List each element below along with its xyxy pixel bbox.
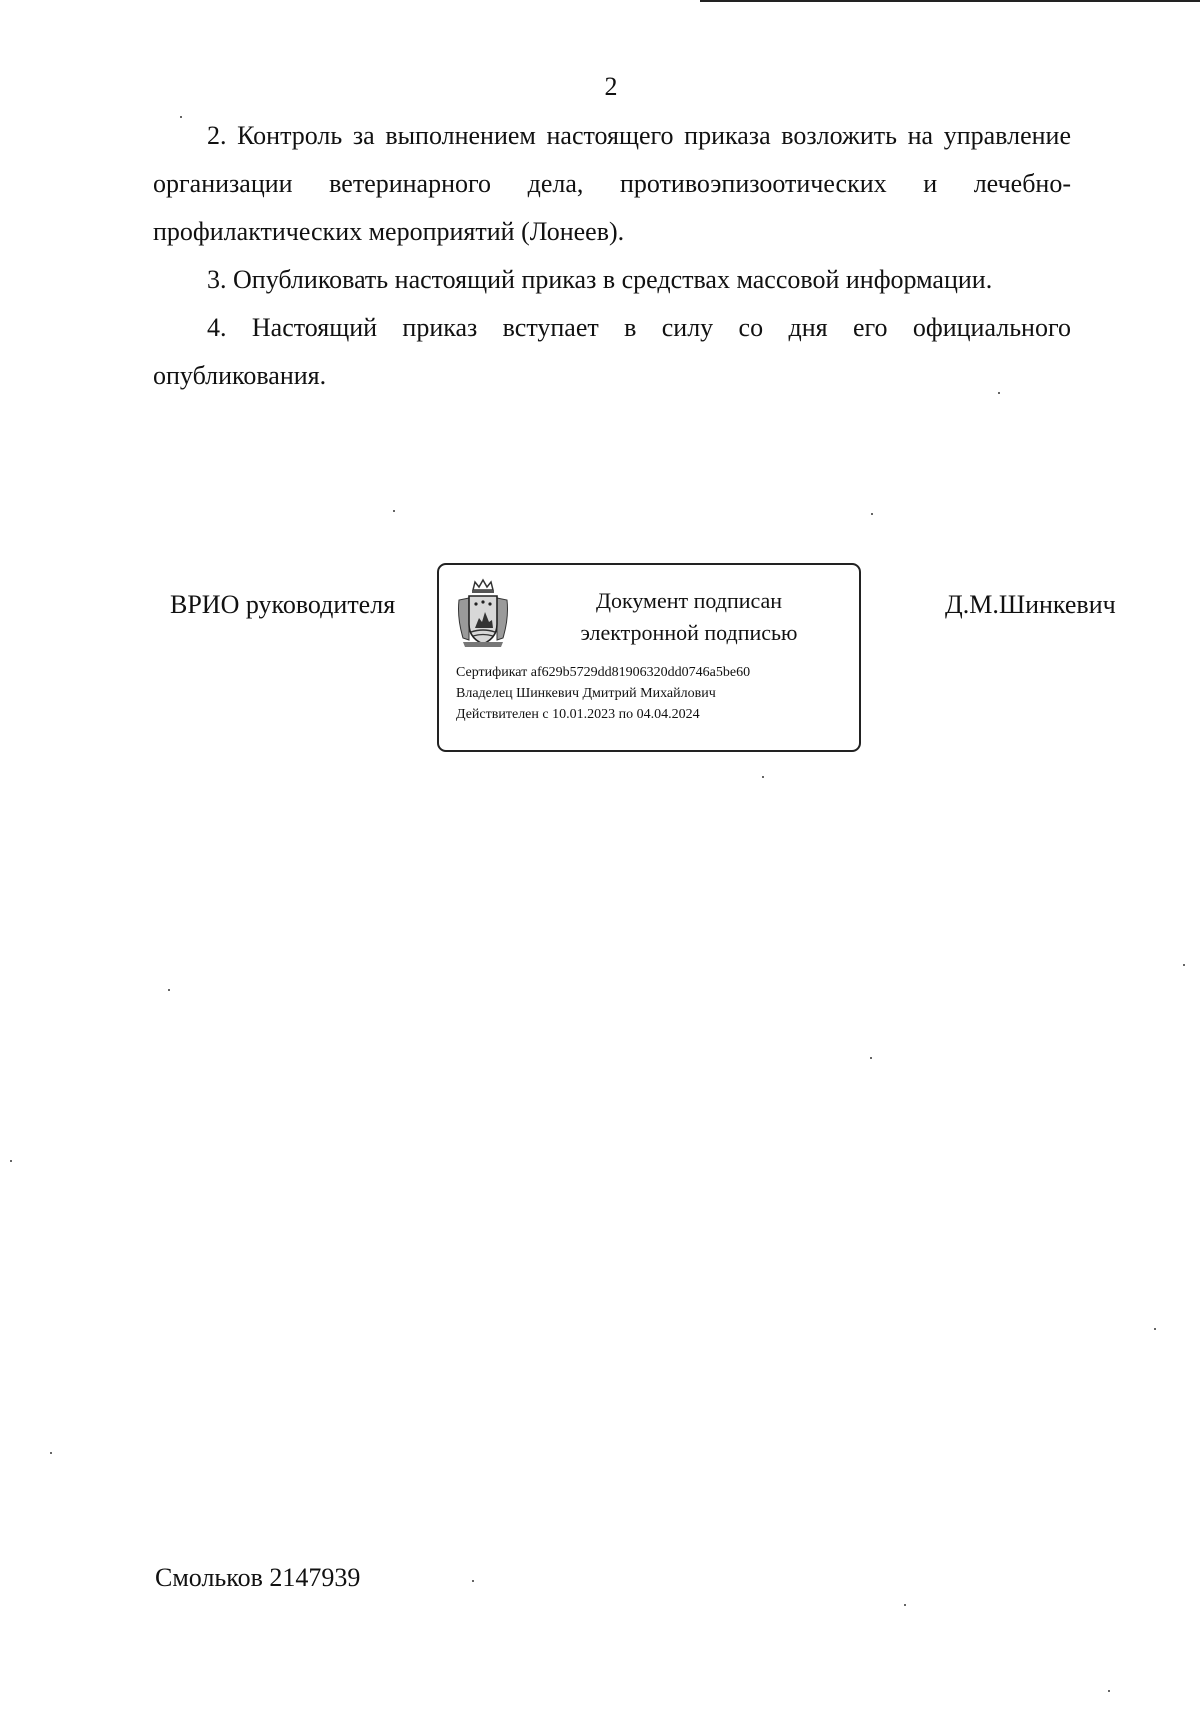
signer-position: ВРИО руководителя — [170, 590, 396, 619]
stamp-owner: Владелец Шинкевич Дмитрий Михайлович — [456, 686, 716, 701]
stamp-validity: Действителен с 10.01.2023 по 04.04.2024 — [456, 707, 700, 722]
scan-speck — [10, 1160, 12, 1162]
scan-speck — [762, 776, 764, 778]
stamp-title-line1: Документ подписан — [595, 588, 783, 613]
stamp-certificate: Сертификат af629b5729dd81906320dd0746a5be60 — [456, 665, 751, 680]
scan-speck — [168, 989, 170, 991]
stamp-title — [539, 585, 839, 649]
paragraph-publish: 3. Опубликовать настоящий приказ в средствах массовой информации. — [207, 265, 993, 294]
scan-speck — [180, 116, 182, 118]
electronic-signature-stamp — [437, 563, 861, 752]
scan-speck — [870, 1057, 872, 1059]
scan-speck — [998, 392, 1000, 394]
page-number: 2 — [604, 72, 618, 101]
scan-speck — [871, 513, 873, 515]
scan-speck — [50, 1452, 52, 1454]
coat-of-arms-icon — [455, 578, 511, 648]
paragraph-control: 2. Контроль за выполнением настоящего приказа возложить на управление организации ветеринарного дела, противоэпизоотических и лечебно-профилактических мероприятий (Лонеев). — [153, 121, 1071, 246]
stamp-details — [456, 662, 750, 725]
scan-speck — [1183, 964, 1185, 966]
paragraph-effective: 4. Настоящий приказ вступает в силу со дня его официального опубликования. — [153, 313, 1071, 390]
scan-speck — [472, 1580, 474, 1582]
scan-speck — [1154, 1328, 1156, 1330]
signer-name: Д.М.Шинкевич — [945, 590, 1116, 619]
stamp-title-line2: электронной подписью — [580, 620, 798, 645]
top-border-line — [700, 0, 1200, 2]
executor-footer: Смольков 2147939 — [155, 1563, 361, 1592]
scan-speck — [393, 510, 395, 512]
scan-speck — [1108, 1690, 1110, 1692]
scan-speck — [904, 1604, 906, 1606]
order-body — [153, 112, 1071, 400]
